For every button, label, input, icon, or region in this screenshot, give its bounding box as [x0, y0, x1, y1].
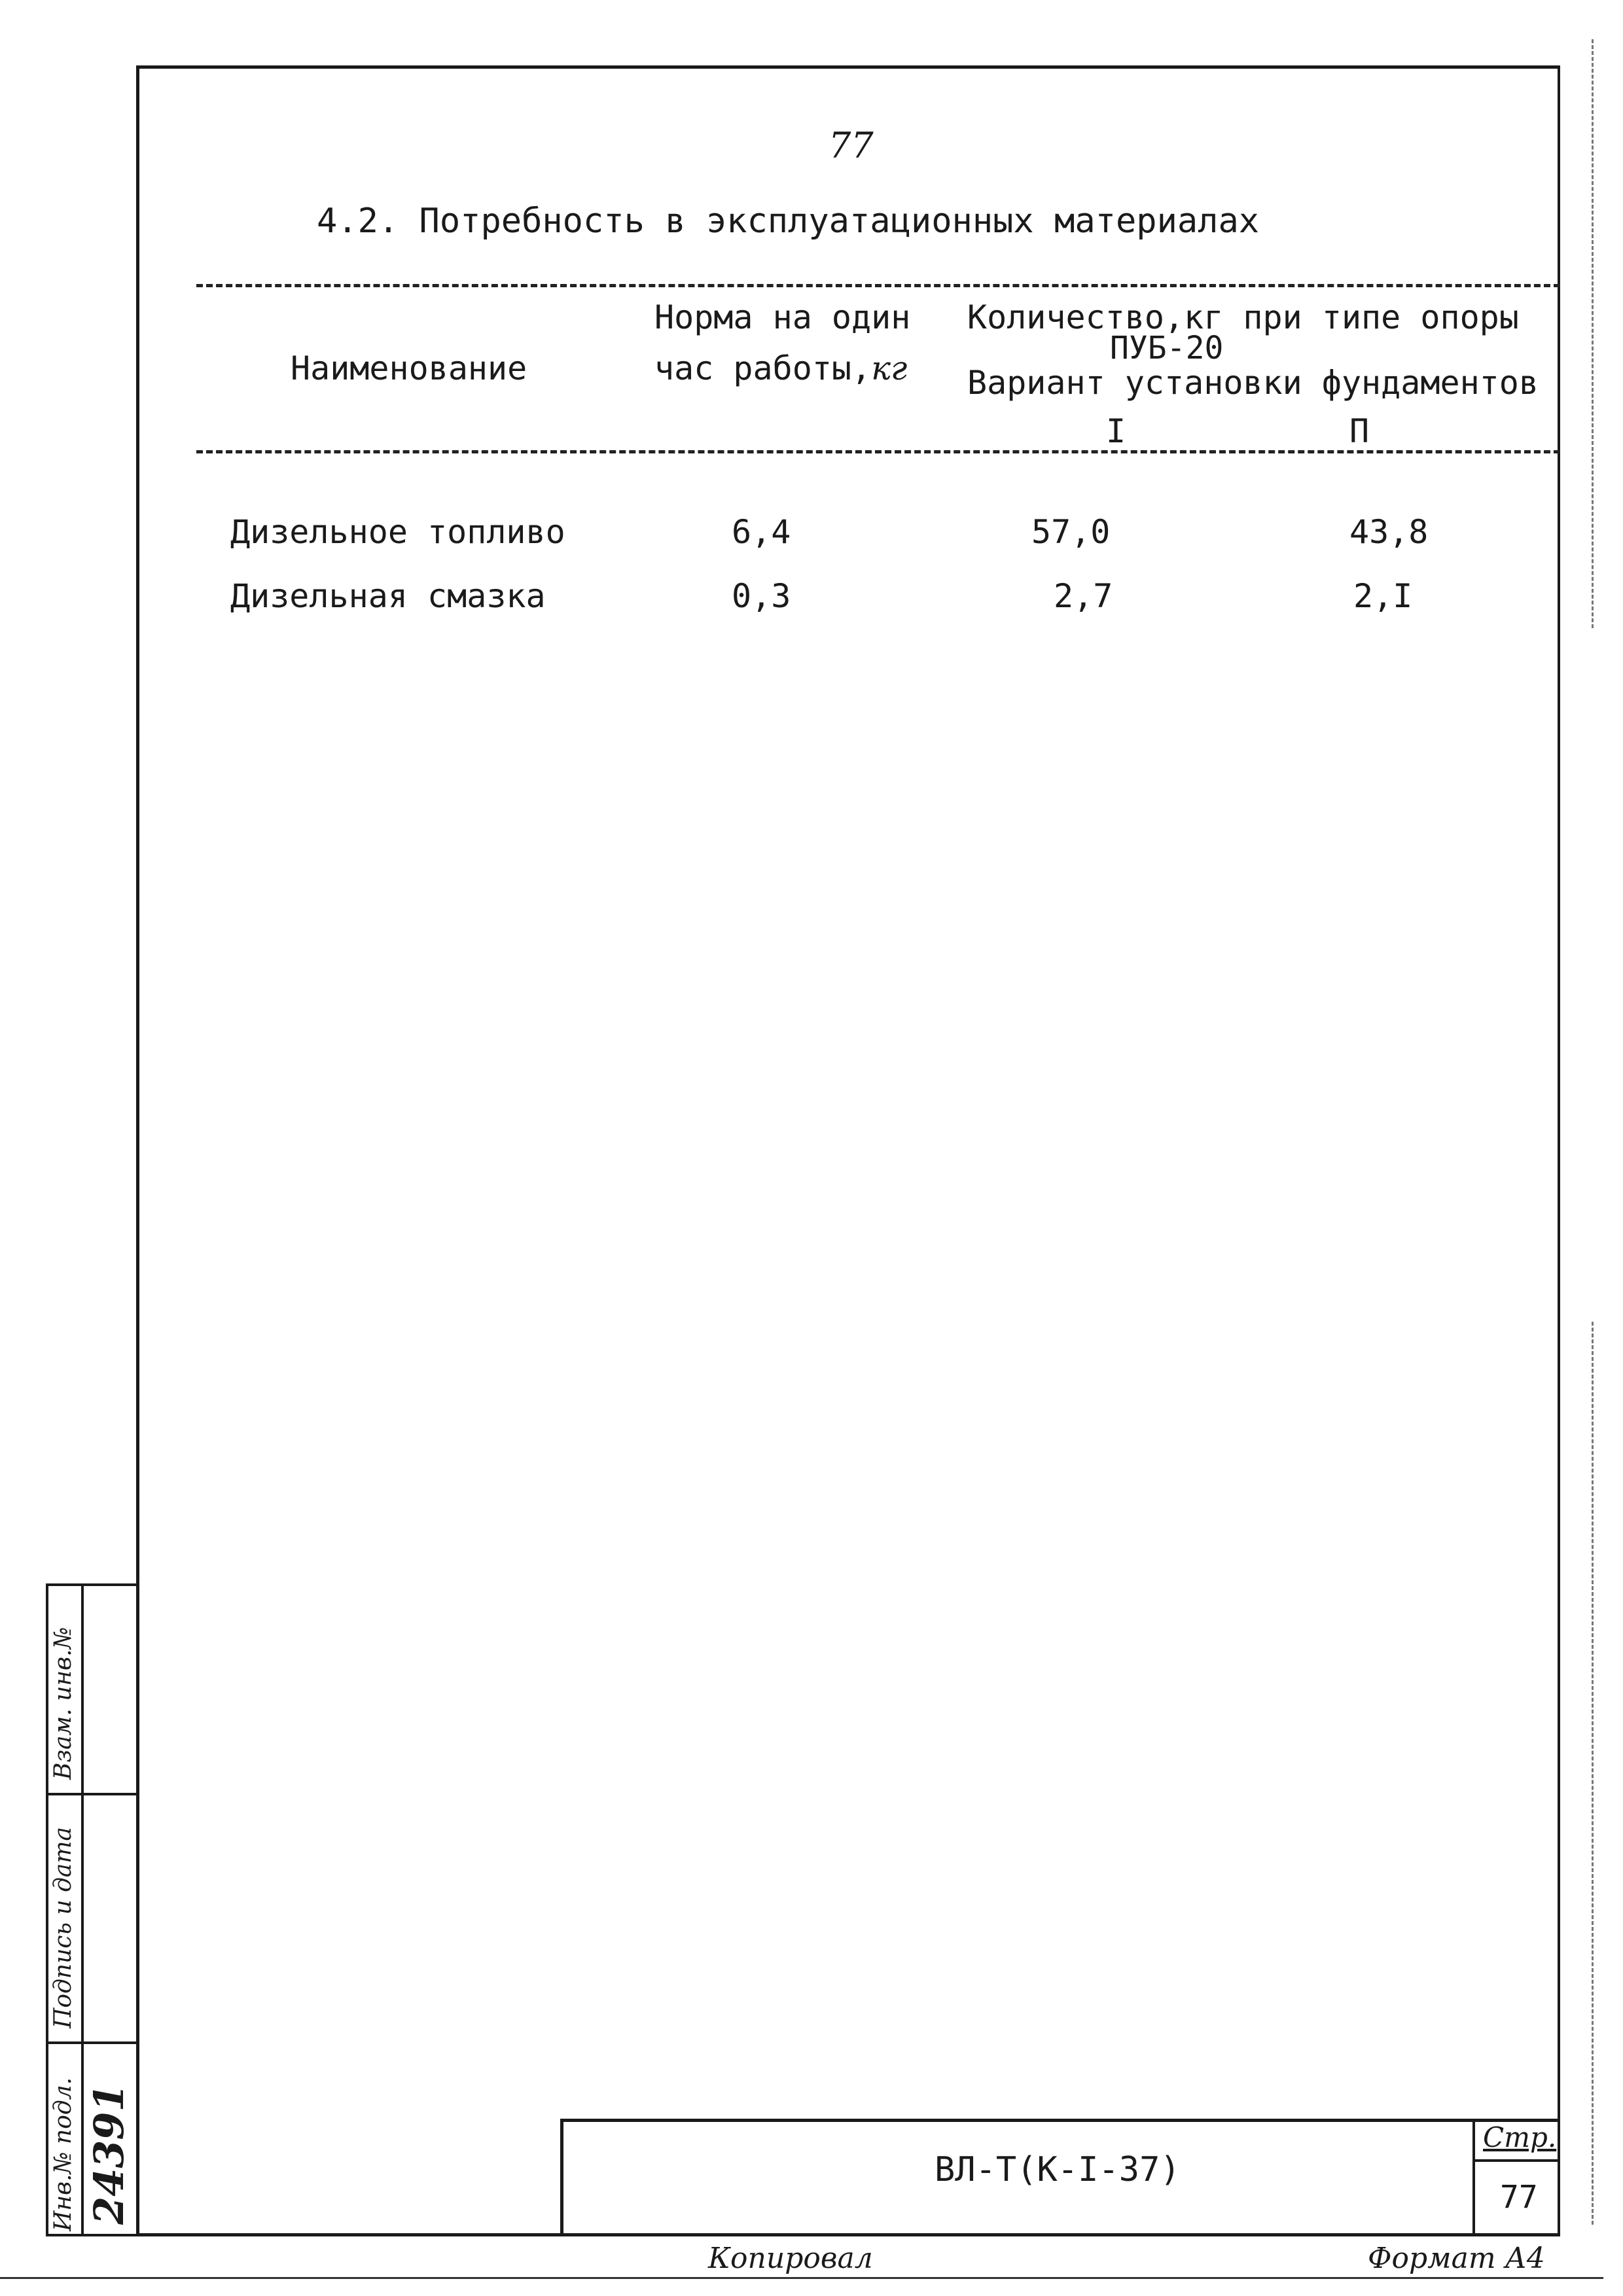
header-variant-1: I — [1106, 412, 1126, 450]
row-1-norm: 6,4 — [732, 513, 791, 551]
table-header-rule — [196, 450, 1560, 453]
header-qty-line3: Вариант установки фундаментов — [967, 364, 1539, 402]
page-mark: 77 — [829, 125, 874, 166]
stamp-designation: ВЛ-Т(К-I-37) — [935, 2150, 1181, 2189]
row-2-v1: 2,7 — [1054, 577, 1113, 615]
header-norm-line1: Норма на один — [654, 298, 911, 336]
title-block-sheet-line — [1472, 2159, 1560, 2162]
header-name: Наименование — [291, 349, 527, 387]
side-inv-no-label: Инв.№ подл. — [50, 2077, 77, 2231]
section-title: 4.2. Потребность в эксплуатационных материалах — [317, 202, 1260, 241]
side-stamp-divider — [81, 1583, 84, 2236]
row-2-norm: 0,3 — [732, 577, 791, 615]
row-2-v2: 2,I — [1353, 577, 1413, 615]
bottom-rule — [0, 2277, 1603, 2279]
title-block-divider — [1472, 2119, 1475, 2236]
row-1-name: Дизельное топливо — [230, 513, 565, 551]
row-2-name: Дизельная смазка — [230, 577, 546, 615]
header-qty-line1: Количество,кг при типе опоры — [967, 298, 1519, 336]
header-norm-line2 — [654, 349, 908, 387]
footer-copied: Копировал — [708, 2242, 873, 2275]
row-1-v2: 43,8 — [1349, 513, 1429, 551]
scan-edge-line — [1592, 1322, 1594, 2225]
stamp-sheet-label: Стр. — [1483, 2121, 1557, 2153]
side-replace-label: Взам. инв.№ — [50, 1627, 77, 1780]
row-1-v1: 57,0 — [1031, 513, 1111, 551]
side-stamp-row-line — [46, 1793, 136, 1795]
side-stamp-row-line — [46, 2041, 136, 2044]
header-norm-unit: кг — [871, 349, 908, 387]
header-norm-text: час работы, — [654, 349, 872, 387]
side-inv-no-value: 24391 — [85, 2083, 133, 2225]
header-variant-2: П — [1349, 412, 1370, 450]
stamp-sheet-number: 77 — [1500, 2179, 1538, 2216]
footer-format: Формат А4 — [1368, 2242, 1545, 2275]
table-top-rule — [196, 284, 1560, 287]
scan-edge-line — [1592, 39, 1594, 628]
side-sign-date-label: Подпись и дата — [50, 1827, 77, 2028]
header-qty-line2: ПУБ-20 — [1110, 330, 1224, 366]
